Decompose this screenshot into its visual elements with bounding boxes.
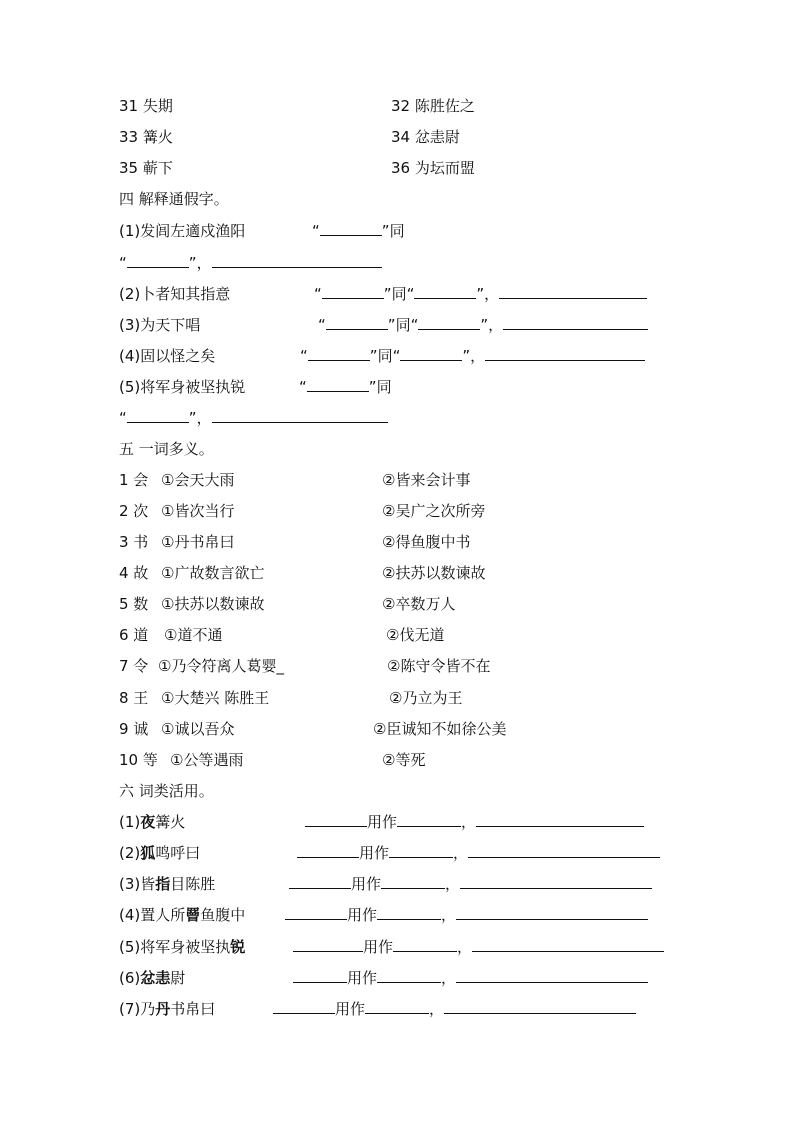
answer-blank[interactable] xyxy=(460,872,652,889)
tongjia-answer: “ ”同 xyxy=(312,219,405,243)
answer-blank[interactable] xyxy=(305,810,367,827)
polysemy-sense-a: ①道不通 xyxy=(164,626,223,644)
polysemy-sense-b: ②伐无道 xyxy=(386,626,445,644)
polysemy-sense-b: ②吴广之次所旁 xyxy=(382,502,486,520)
tongjia-label: (1)发闾左適戍渔阳 xyxy=(119,222,246,240)
conversion-sentence: (6)忿恚尉 xyxy=(119,969,186,987)
tongjia-item xyxy=(0,313,794,337)
term-row xyxy=(0,94,794,118)
polysemy-sense-b: ②臣诚知不如徐公美 xyxy=(373,720,507,738)
answer-blank[interactable] xyxy=(393,935,457,952)
answer-blank[interactable] xyxy=(503,313,648,330)
term-item: 36 为坛而盟 xyxy=(391,159,475,177)
tongjia-answer: “ ”同 xyxy=(299,375,392,399)
answer-blank[interactable] xyxy=(320,219,382,236)
tongjia-item xyxy=(0,219,794,243)
answer-blank[interactable] xyxy=(326,313,388,330)
answer-blank[interactable] xyxy=(297,841,359,858)
answer-blank[interactable] xyxy=(285,903,347,920)
polysemy-word: 3 书 xyxy=(119,533,149,551)
polysemy-sense-a: ①诚以吾众 xyxy=(161,720,235,738)
conversion-row xyxy=(0,903,794,927)
polysemy-row xyxy=(0,499,794,523)
term-item: 34 忿恚尉 xyxy=(391,128,460,146)
tongjia-item-cont xyxy=(0,406,794,430)
tongjia-item-cont xyxy=(0,251,794,275)
section6-heading: 六 词类活用。 xyxy=(119,782,214,800)
conversion-sentence: (3)皆指目陈胜 xyxy=(119,875,216,893)
answer-blank[interactable] xyxy=(381,872,445,889)
polysemy-word: 2 次 xyxy=(119,502,149,520)
conversion-row xyxy=(0,966,794,990)
conversion-answer: 用作 ， xyxy=(305,810,644,834)
answer-blank[interactable] xyxy=(397,810,461,827)
section5-heading: 五 一词多义。 xyxy=(119,440,214,458)
answer-blank[interactable] xyxy=(468,841,660,858)
answer-blank[interactable] xyxy=(289,872,351,889)
tongjia-label: (3)为天下唱 xyxy=(119,316,201,334)
term-item: 35 蕲下 xyxy=(119,159,173,177)
answer-blank[interactable] xyxy=(127,251,189,268)
answer-blank[interactable] xyxy=(389,841,453,858)
answer-blank[interactable] xyxy=(456,966,648,983)
conversion-sentence: (5)将军身被坚执锐 xyxy=(119,938,246,956)
tongjia-label: (2)卜者知其指意 xyxy=(119,285,231,303)
polysemy-sense-b: ②陈守令皆不在 xyxy=(387,657,491,675)
answer-blank[interactable] xyxy=(307,375,369,392)
polysemy-word: 9 诚 xyxy=(119,720,149,738)
conversion-row xyxy=(0,997,794,1021)
conversion-row xyxy=(0,810,794,834)
conversion-sentence: (4)置人所罾鱼腹中 xyxy=(119,906,246,924)
answer-blank[interactable] xyxy=(273,997,335,1014)
answer-blank[interactable] xyxy=(476,810,644,827)
polysemy-row xyxy=(0,561,794,585)
polysemy-row xyxy=(0,717,794,741)
polysemy-word: 7 令 xyxy=(119,657,149,675)
polysemy-sense-b: ②乃立为王 xyxy=(389,689,463,707)
tongjia-answer: “ ”同“ ”， xyxy=(318,313,648,337)
conversion-row xyxy=(0,841,794,865)
tongjia-item xyxy=(0,375,794,399)
tongjia-answer: “ ”， xyxy=(119,251,382,275)
answer-blank[interactable] xyxy=(212,251,382,268)
conversion-row xyxy=(0,872,794,896)
polysemy-sense-a: ①皆次当行 xyxy=(161,502,235,520)
section4-heading: 四 解释通假字。 xyxy=(119,190,229,208)
answer-blank[interactable] xyxy=(212,406,388,423)
polysemy-sense-b: ②等死 xyxy=(382,751,426,769)
section-heading xyxy=(0,437,794,461)
section-heading xyxy=(0,187,794,211)
polysemy-sense-a: ①公等遇雨 xyxy=(170,751,244,769)
answer-blank[interactable] xyxy=(365,997,429,1014)
term-item: 33 篝火 xyxy=(119,128,173,146)
term-item: 31 失期 xyxy=(119,97,173,115)
conversion-answer: 用作 ， xyxy=(297,841,660,865)
answer-blank[interactable] xyxy=(456,903,648,920)
answer-blank[interactable] xyxy=(444,997,636,1014)
polysemy-sense-b: ②得鱼腹中书 xyxy=(382,533,471,551)
conversion-answer: 用作 ， xyxy=(293,966,648,990)
answer-blank[interactable] xyxy=(414,282,476,299)
polysemy-word: 5 数 xyxy=(119,595,149,613)
answer-blank[interactable] xyxy=(418,313,480,330)
answer-blank[interactable] xyxy=(127,406,189,423)
tongjia-answer: “ ”同“ ”， xyxy=(314,282,647,306)
conversion-answer: 用作 ， xyxy=(289,872,652,896)
polysemy-sense-a: ①大楚兴 陈胜王 xyxy=(161,689,270,707)
polysemy-row xyxy=(0,748,794,772)
term-row xyxy=(0,156,794,180)
polysemy-word: 4 故 xyxy=(119,564,149,582)
answer-blank[interactable] xyxy=(400,344,462,361)
polysemy-row xyxy=(0,592,794,616)
tongjia-answer: “ ”同“ ”， xyxy=(300,344,645,368)
answer-blank[interactable] xyxy=(485,344,645,361)
polysemy-word: 6 道 xyxy=(119,626,149,644)
term-row xyxy=(0,125,794,149)
tongjia-label: (4)固以怪之矣 xyxy=(119,347,216,365)
conversion-answer: 用作 ， xyxy=(285,903,648,927)
polysemy-word: 10 等 xyxy=(119,751,158,769)
polysemy-sense-b: ②扶苏以数谏故 xyxy=(382,564,486,582)
answer-blank[interactable] xyxy=(308,344,370,361)
answer-blank[interactable] xyxy=(322,282,384,299)
polysemy-row xyxy=(0,686,794,710)
answer-blank[interactable] xyxy=(472,935,664,952)
conversion-sentence: (7)乃丹书帛曰 xyxy=(119,1000,216,1018)
conversion-answer: 用作 ， xyxy=(273,997,636,1021)
polysemy-sense-b: ②皆来会计事 xyxy=(382,471,471,489)
polysemy-sense-a: ①丹书帛曰 xyxy=(161,533,235,551)
tongjia-label: (5)将军身被坚执锐 xyxy=(119,378,246,396)
polysemy-sense-a: ①扶苏以数谏故 xyxy=(161,595,265,613)
polysemy-row xyxy=(0,623,794,647)
section-heading xyxy=(0,779,794,803)
polysemy-sense-a: ①会天大雨 xyxy=(161,471,235,489)
conversion-sentence: (2)狐鸣呼曰 xyxy=(119,844,201,862)
answer-blank[interactable] xyxy=(293,966,347,983)
polysemy-word: 1 会 xyxy=(119,471,149,489)
polysemy-row xyxy=(0,530,794,554)
conversion-answer: 用作 ， xyxy=(293,935,664,959)
answer-blank[interactable] xyxy=(499,282,647,299)
term-item: 32 陈胜佐之 xyxy=(391,97,475,115)
polysemy-word: 8 王 xyxy=(119,689,149,707)
answer-blank[interactable] xyxy=(293,935,363,952)
tongjia-answer: “ ”， xyxy=(119,406,388,430)
polysemy-sense-a: ①广故数言欲亡 xyxy=(161,564,265,582)
tongjia-item xyxy=(0,282,794,306)
conversion-sentence: (1)夜篝火 xyxy=(119,813,186,831)
polysemy-row xyxy=(0,654,794,678)
tongjia-item xyxy=(0,344,794,368)
answer-blank[interactable] xyxy=(377,966,441,983)
polysemy-row xyxy=(0,468,794,492)
polysemy-sense-b: ②卒数万人 xyxy=(382,595,456,613)
polysemy-sense-a: ①乃令符离人葛婴_ xyxy=(158,657,284,675)
answer-blank[interactable] xyxy=(377,903,441,920)
conversion-row xyxy=(0,935,794,959)
